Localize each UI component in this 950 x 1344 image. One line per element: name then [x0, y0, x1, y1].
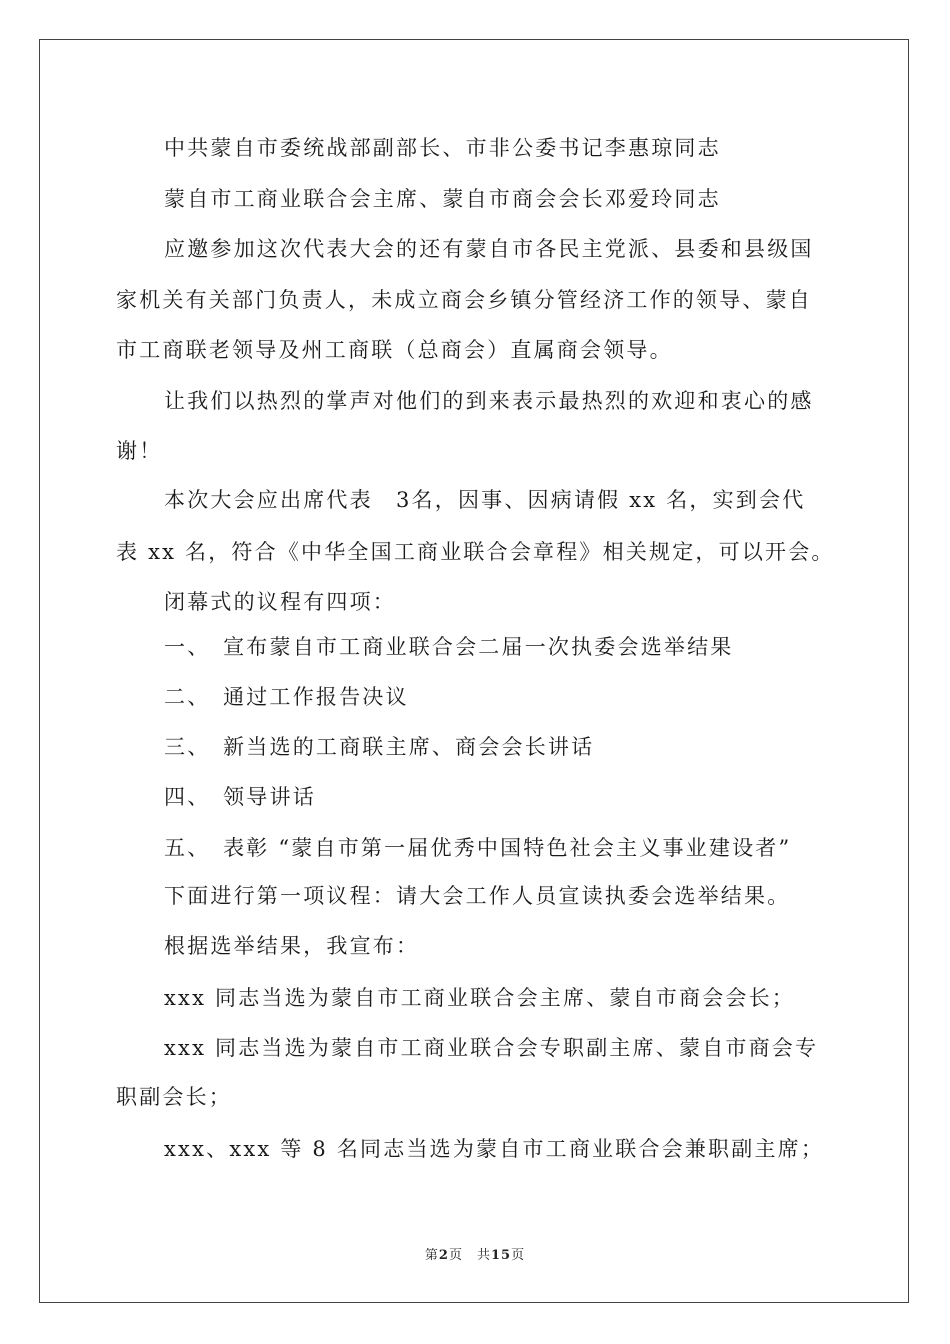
footer-prefix: 第	[424, 1248, 439, 1263]
footer-suffix: 页	[511, 1248, 526, 1263]
page-footer	[0, 1244, 950, 1263]
paragraph-line: 蒙自市工商业联合会主席、蒙自市商会会长邓爱玲同志	[164, 187, 721, 211]
footer-mid: 页 共	[448, 1248, 491, 1263]
paragraph-line: xxx 同志当选为蒙自市工商业联合会主席、蒙自市商会会长；	[164, 986, 796, 1010]
total-page-number: 15	[490, 1248, 512, 1263]
paragraph-line: 职副会长；	[116, 1085, 232, 1109]
agenda-item: 四、 领导讲话	[164, 785, 316, 809]
paragraph-line: 本次大会应出席代表 3名，因事、因病请假 xx 名，实到会代	[164, 488, 806, 512]
paragraph-line: xxx 同志当选为蒙自市工商业联合会专职副主席、蒙自市商会专	[164, 1036, 819, 1060]
paragraph-line: 表 xx 名，符合《中华全国工商业联合会章程》相关规定，可以开会。	[116, 540, 835, 564]
paragraph-line: 下面进行第一项议程：请大会工作人员宣读执委会选举结果。	[164, 884, 791, 908]
page-frame	[39, 39, 909, 1303]
paragraph-line: 让我们以热烈的掌声对他们的到来表示最热烈的欢迎和衷心的感	[164, 389, 814, 413]
paragraph-line: 家机关有关部门负责人，未成立商会乡镇分管经济工作的领导、蒙自	[116, 288, 812, 312]
paragraph-line: 应邀参加这次代表大会的还有蒙自市各民主党派、县委和县级国	[164, 237, 814, 261]
agenda-item: 二、 通过工作报告决议	[164, 685, 409, 709]
agenda-item: 五、 表彰 “蒙自市第一届优秀中国特色社会主义事业建设者”	[164, 836, 792, 860]
paragraph-line: 中共蒙自市委统战部副部长、市非公委书记李惠琼同志	[164, 136, 721, 160]
agenda-item: 三、 新当选的工商联主席、商会会长讲话	[164, 735, 595, 759]
agenda-item: 一、 宣布蒙自市工商业联合会二届一次执委会选举结果	[164, 635, 734, 659]
paragraph-line: xxx、xxx 等 8 名同志当选为蒙自市工商业联合会兼职副主席；	[164, 1137, 825, 1161]
paragraph-line: 根据选举结果，我宣布：	[164, 934, 420, 958]
paragraph-line: 市工商联老领导及州工商联（总商会）直属商会领导。	[116, 338, 673, 362]
current-page-number: 2	[438, 1248, 449, 1263]
paragraph-line: 闭幕式的议程有四项：	[164, 590, 396, 614]
paragraph-line: 谢！	[116, 439, 163, 463]
